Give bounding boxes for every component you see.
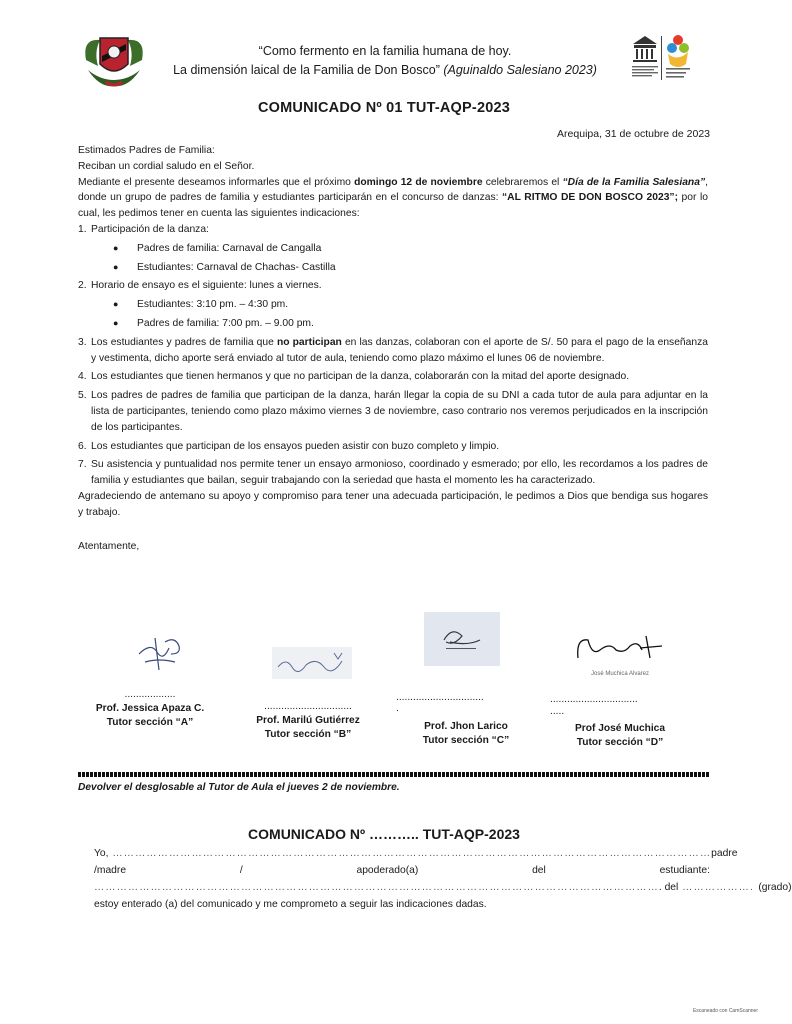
signature-block-a: .................. Prof. Jessica Apaza C. Tutor sección “A” <box>82 688 218 730</box>
sub-list-item: ● Padres de familia: 7:00 pm. – 9.00 pm. <box>113 317 314 329</box>
sub-list-item: ● Padres de familia: Carnaval de Cangalla <box>113 242 322 254</box>
signer-name: Prof. Marilú Gutiérrez <box>256 715 360 726</box>
list-item: 5. Los padres de padres de familia que participan de la danza, harán llegar la copia de su DNI a cada tutor de aula para adjuntar en la lista de participantes, teniendo como plazo máximo viernes 3 de noviembre, caso contrario nos veremos perjudicados en la inscripción de los participantes. <box>78 390 708 433</box>
header-motto <box>150 42 620 80</box>
list-item: 1. Participación de la danza: ● Padres de familia: Carnaval de Cangalla ● Estudiantes: Carnaval de Chachas- Castilla <box>78 222 708 275</box>
list-item: 7. Su asistencia y puntualidad nos permite tener un ensayo armonioso, coordinado y esmerado; por ello, les recordamos a los padres de familia y estudiantes que bailan, seguir trabajando con la seriedad que hasta el momento les ha caracterizado. <box>78 459 708 487</box>
farewell: Atentamente, <box>78 540 140 552</box>
indications-list <box>78 222 708 489</box>
signature-printed-name: José Muchica Alvarez <box>590 671 650 677</box>
signer-role: Tutor sección “A” <box>106 717 194 728</box>
signer-name: Prof José Muchica <box>574 723 666 734</box>
signature-image-a <box>135 632 187 674</box>
signature-block-b: ............................... Prof. Marilú Gutiérrez Tutor sección “B” <box>230 700 386 742</box>
return-slip-form <box>94 845 792 913</box>
signer-role: Tutor sección “B” <box>264 729 352 740</box>
signature-image-b <box>272 645 352 681</box>
slip-title: COMUNICADO Nº ……….. TUT-AQP-2023 <box>248 826 520 842</box>
signature-image-c <box>424 612 500 666</box>
signer-role: Tutor sección “D” <box>576 737 664 748</box>
motto-line-2: La dimensión laical de la Familia de Don Bosco” (Aguinaldo Salesiano 2023) <box>173 63 597 77</box>
motto-line-1: “Como fermento en la familia humana de hoy. <box>258 44 512 58</box>
slip-row-3: …………………………………………………………………………………………………………………………………… . del ………………. (grado) <box>94 879 710 896</box>
intro-paragraph: Mediante el presente deseamos informarles que el próximo domingo 12 de noviembre celebraremos el “Día de la Familia Salesiana”, donde un grupo de padres de familia y estudiantes participarán en el concurso de danzas: “AL RITMO DE DON BOSCO 2023”; por lo cual, les pedimos tener en cuenta las siguientes indicaciones: <box>78 176 708 220</box>
signer-role: Tutor sección “C” <box>422 735 510 746</box>
return-note: Devolver el desglosable al Tutor de Aula el jueves 2 de noviembre. <box>78 782 400 793</box>
letter-body <box>78 143 708 554</box>
slip-statement: estoy enterado (a) del comunicado y me comprometo a seguir las indicaciones dadas. <box>94 899 487 910</box>
list-item: 3. Los estudiantes y padres de familia que no participan en las danzas, colaboran con el aporte de S/. 50 para el pago de la enseñanza y vestimenta, dicho aporte será enviado al tutor de aula, teniendo como plazo máximo el lunes 06 de noviembre. <box>78 336 708 364</box>
greeting: Estimados Padres de Familia: <box>78 145 215 156</box>
signature-block-d: ............................... ..... Prof José Muchica Tutor sección “D” <box>546 694 694 750</box>
school-crest-logo <box>80 30 148 92</box>
signature-block-c: ............................... . Prof. Jhon Larico Tutor sección “C” <box>392 692 540 748</box>
signature-image-d <box>570 628 670 682</box>
list-item: 6. Los estudiantes que participan de los ensayos pueden asistir con buzo completo y limpio. <box>78 440 500 452</box>
slip-row-1: Yo, …………………………………………………………………………………………………………………………………………… padre <box>94 845 710 862</box>
list-item: 2. Horario de ensayo es el siguiente: lunes a viernes. ● Estudiantes: 3:10 pm. – 4:30 pm. ● Padres de familia: 7:00 pm. – 9.00 pm. <box>78 278 708 331</box>
student-blank[interactable]: …………………………………………………………………………………………………………………………………… <box>94 882 659 893</box>
name-blank[interactable]: …………………………………………………………………………………………………………………………………………… <box>108 848 712 859</box>
salute: Reciban un cordial saludo en el Señor. <box>78 160 255 172</box>
closing-paragraph: Agradeciendo de antemano su apoyo y compromiso para tener una adecuada participación, le pedimos a Dios que bendiga sus hogares y trabajo. <box>78 490 708 518</box>
signer-name: Prof. Jessica Apaza C. <box>95 703 205 714</box>
sub-list-item: ● Estudiantes: Carnaval de Chachas- Castilla <box>113 261 336 273</box>
document-title: COMUNICADO Nº 01 TUT-AQP-2023 <box>258 100 510 116</box>
scanner-note: Escaneado con CamScanner <box>692 1008 758 1014</box>
signer-name: Prof. Jhon Larico <box>424 721 508 732</box>
unesco-associated-schools-logo <box>628 30 708 92</box>
document-date: Arequipa, 31 de octubre de 2023 <box>557 128 710 140</box>
tear-off-line <box>78 772 710 777</box>
sub-list-item: ● Estudiantes: 3:10 pm. – 4:30 pm. <box>113 299 289 311</box>
grade-blank[interactable]: ………………. <box>678 882 754 893</box>
slip-row-2: /madre / apoderado(a) del estudiante: <box>94 865 710 876</box>
list-item: 4. Los estudiantes que tienen hermanos y que no participan de la danza, colaborarán con la mitad del aporte designado. <box>78 371 630 383</box>
